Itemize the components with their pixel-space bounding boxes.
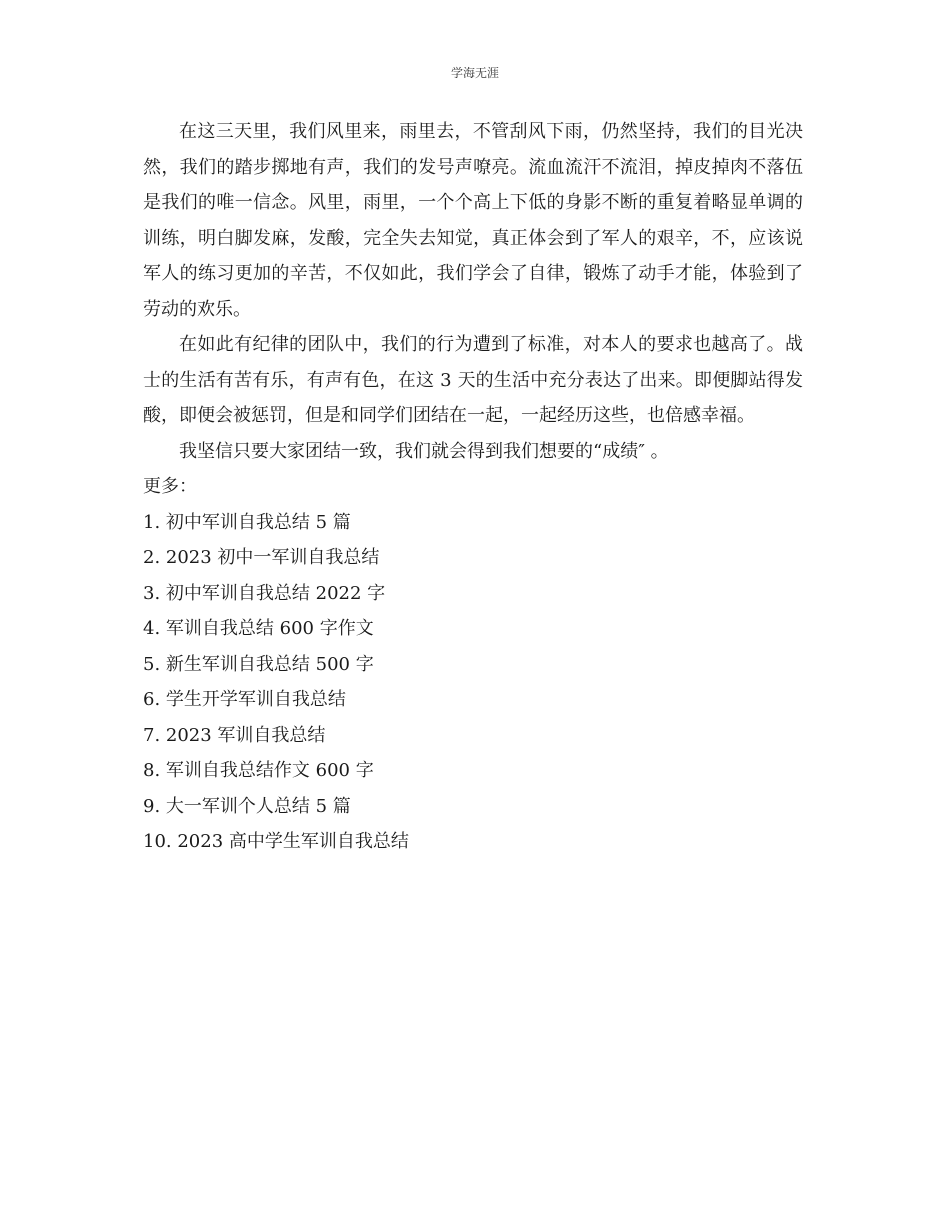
related-item-2[interactable]: 2. 2023 初中一军训自我总结 bbox=[143, 547, 380, 568]
related-item-9[interactable]: 9. 大一军训个人总结 5 篇 bbox=[143, 795, 351, 817]
related-item-6[interactable]: 6. 学生开学军训自我总结 bbox=[143, 689, 346, 710]
related-item-4[interactable]: 4. 军训自我总结 600 字作文 bbox=[143, 618, 374, 639]
related-list bbox=[143, 505, 803, 860]
related-item-7[interactable]: 7. 2023 军训自我总结 bbox=[143, 724, 326, 746]
more-label: 更多： bbox=[143, 476, 197, 497]
related-item-8[interactable]: 8. 军训自我总结作文 600 字 bbox=[143, 760, 374, 781]
related-item-3[interactable]: 3. 初中军训自我总结 2022 字 bbox=[143, 582, 386, 604]
related-item-5[interactable]: 5. 新生军训自我总结 500 字 bbox=[143, 653, 374, 675]
paragraph-1: 在这三天里，我们风里来，雨里去，不管刮风下雨，仍然坚持，我们的目光决然，我们的踏步掷地有声，我们的发号声嘹亮。流血流汗不流泪，掉皮掉肉不落伍是我们的唯一信念。风里，雨里，一个个高上下低的身影不断的重复着略显单调的训练，明白脚发麻，发酸，完全失去知觉，真正体会到了军人的艰辛，不，应该说军人的练习更加的辛苦，不仅如此，我们学会了自律，锻炼了动手才能，体验到了劳动的欢乐。 bbox=[143, 121, 803, 320]
related-item-1[interactable]: 1. 初中军训自我总结 5 篇 bbox=[143, 511, 351, 533]
page-header: 学海无涯 bbox=[450, 66, 499, 80]
paragraph-3: 我坚信只要大家团结一致，我们就会得到我们想要的“成绩″ 。 bbox=[179, 440, 669, 462]
related-item-10[interactable]: 10. 2023 高中学生军训自我总结 bbox=[143, 831, 409, 852]
paragraph-2: 在如此有纪律的团队中，我们的行为遭到了标准，对本人的要求也越高了。战士的生活有苦有乐，有声有色，在这 3 天的生活中充分表达了出来。即便脚站得发酸，即便会被惩罚，但是和同学们团结在一起，一起经历这些，也倍感幸福。 bbox=[143, 334, 803, 426]
document-body bbox=[143, 114, 803, 860]
